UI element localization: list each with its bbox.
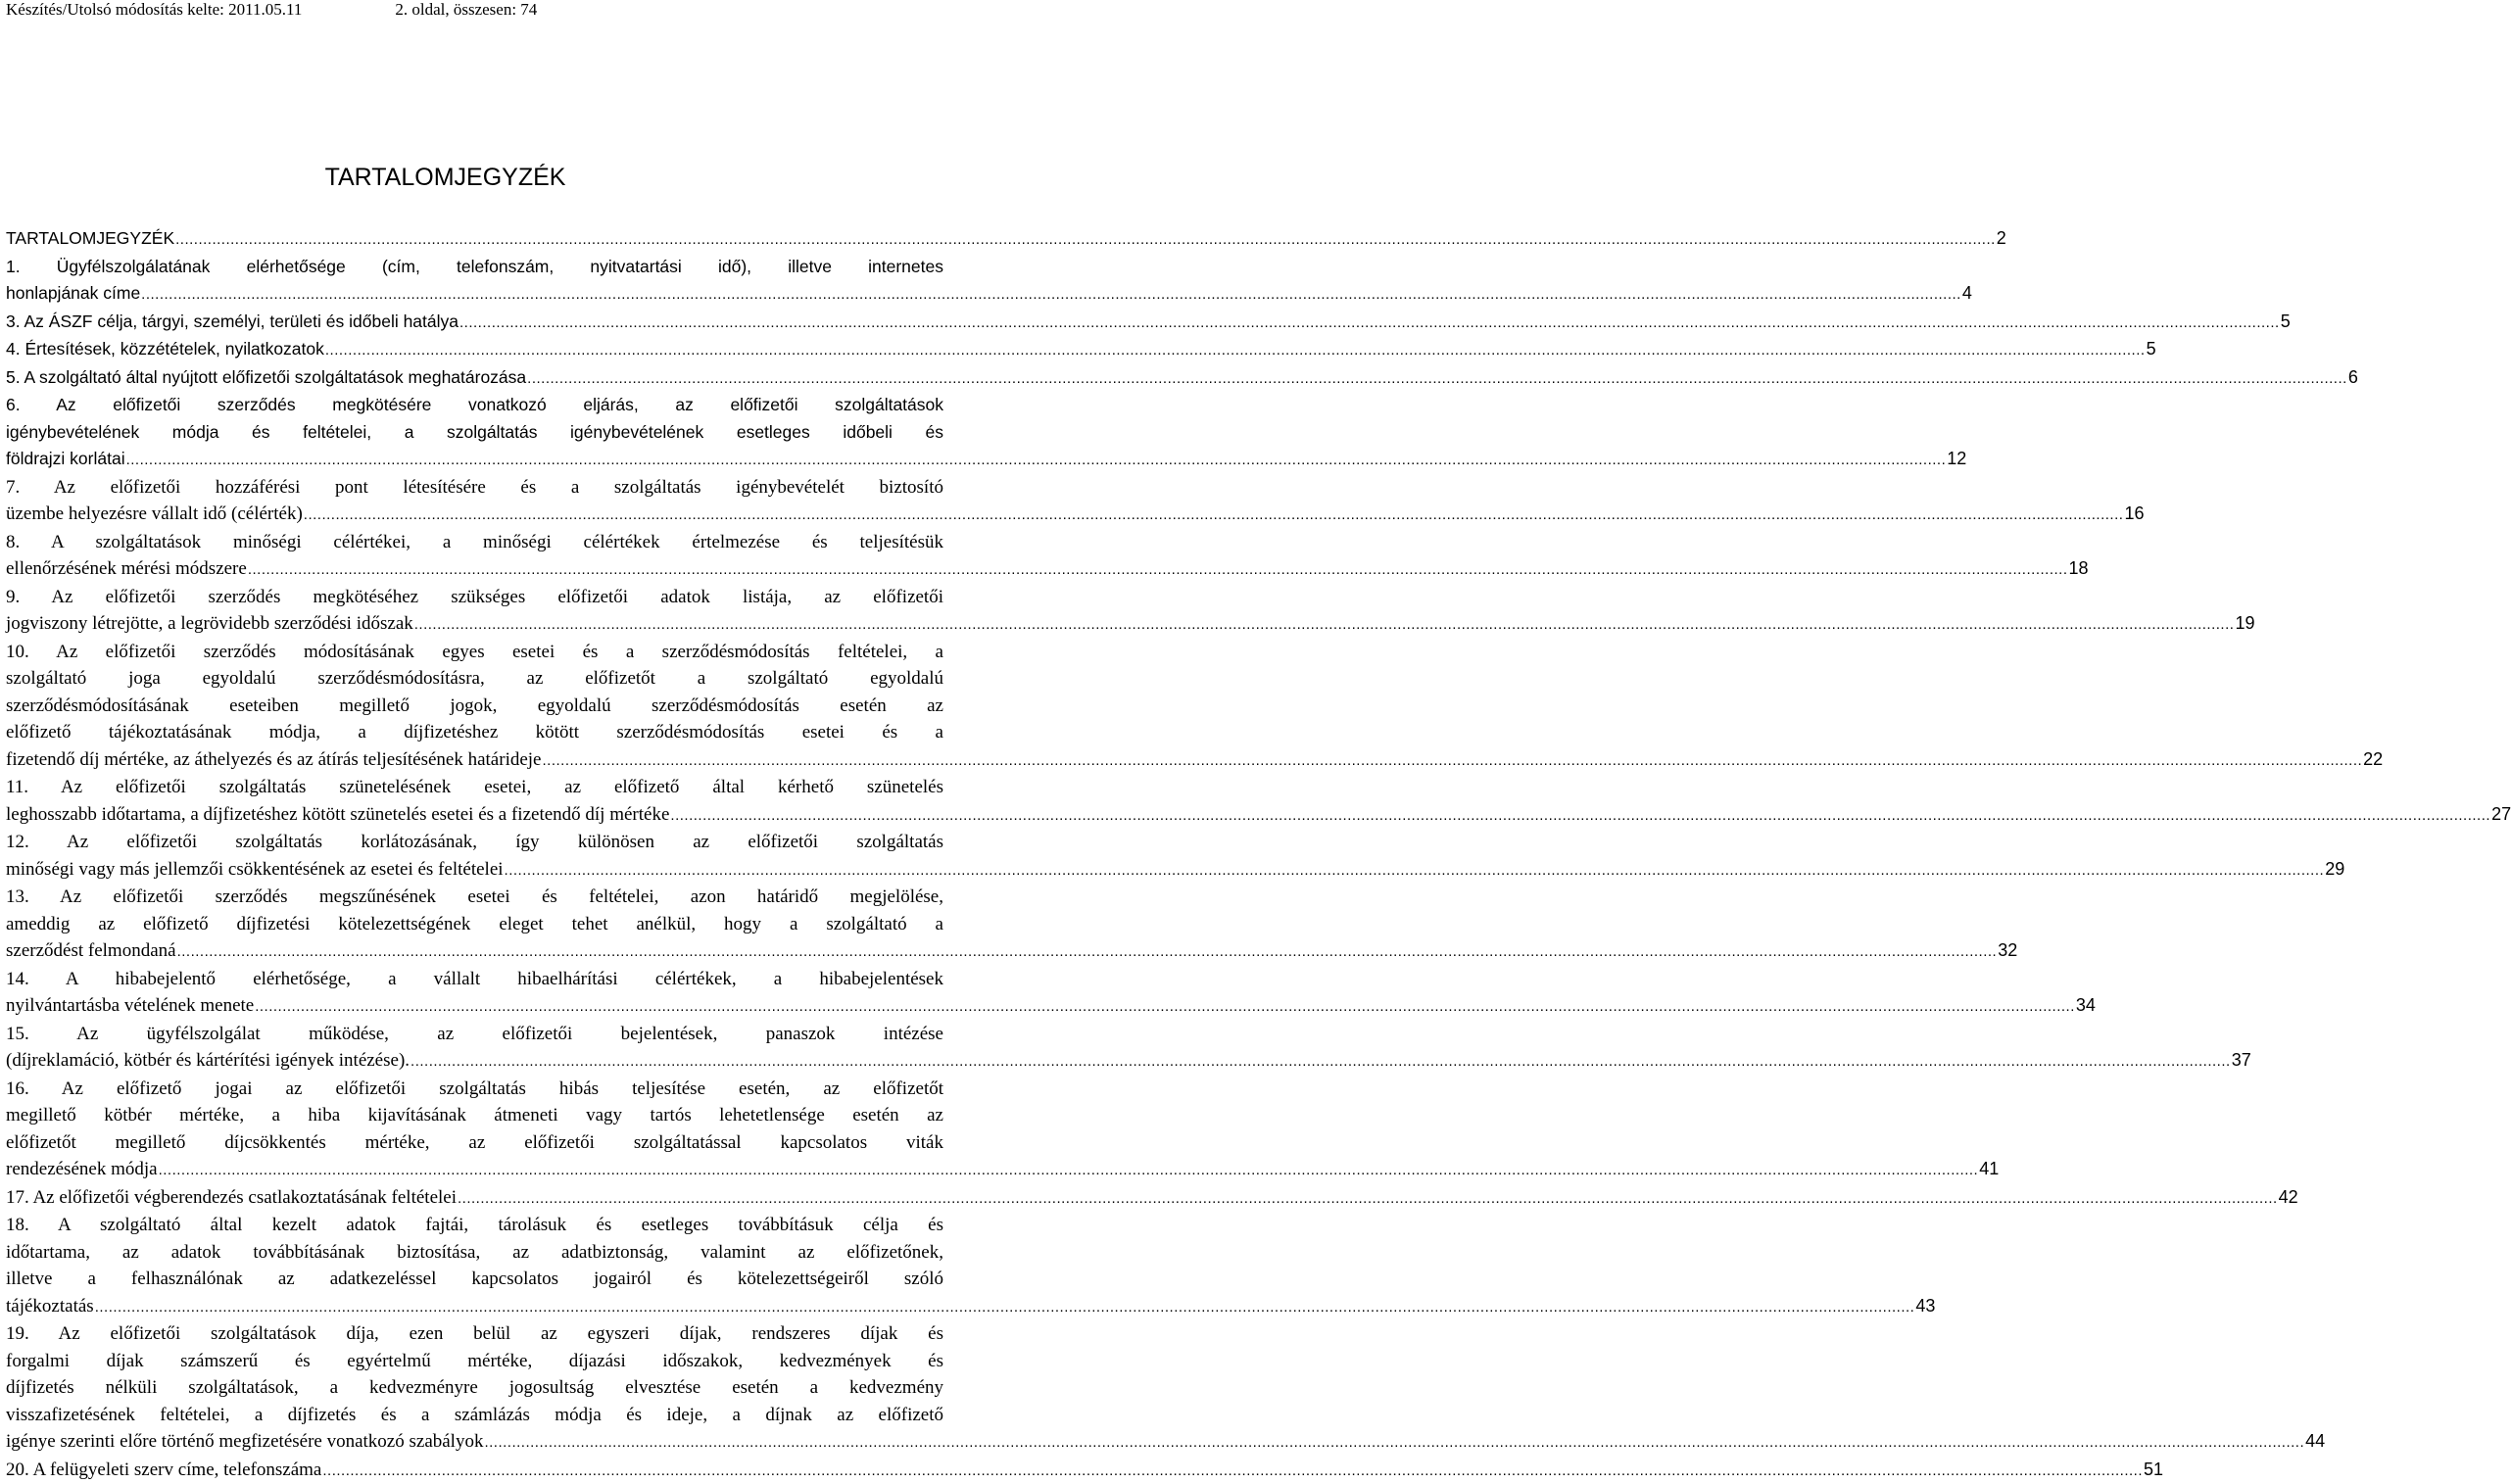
toc-page-number: 42: [2279, 1184, 2298, 1212]
dot-leader: [177, 938, 1998, 966]
toc-entry-text: igénybevételének módja és feltételei, a szolgáltatás igénybevételének esetleges időbeli és: [6, 422, 943, 442]
toc-page-number: 2: [1997, 225, 2006, 253]
dot-leader: [159, 1157, 1979, 1184]
dot-leader: [322, 1458, 2143, 1484]
toc-page-number: 12: [1947, 446, 1966, 473]
toc-entry-text: szolgáltató joga egyoldalú szerződésmódosításra, az előfizetőt a szolgáltató egyoldalú: [6, 668, 943, 689]
toc-entry[interactable]: [6, 774, 943, 829]
toc-entry-text: üzembe helyezésre vállalt idő (célérték): [6, 501, 303, 528]
dot-leader: [414, 611, 2235, 639]
toc-entry-text: 15. Az ügyfélszolgálat működése, az előfizetői bejelentések, panaszok intézése: [6, 1024, 943, 1044]
dot-leader: [248, 556, 2068, 584]
toc-entry-text: 16. Az előfizető jogai az előfizetői szolgáltatás hibás teljesítése esetén, az előfizetőt: [6, 1078, 943, 1099]
toc-entry-text: 8. A szolgáltatások minőségi célértékei, a minőségi célértékek értelmezése és teljesítésük: [6, 532, 943, 552]
toc-entry-text: jogviszony létrejötte, a legrövidebb szerződési időszak: [6, 610, 413, 638]
dot-leader: [410, 1048, 2231, 1076]
toc-entry-text: 4. Értesítések, közzétételek, nyilatkozatok: [6, 336, 324, 363]
toc-entry-text: 11. Az előfizetői szolgáltatás szünetelésének esetei, az előfizető által kérhető szünetelés: [6, 777, 943, 797]
toc-page-number: 44: [2305, 1428, 2325, 1456]
toc-entry-text: 12. Az előfizetői szolgáltatás korlátozásának, így különösen az előfizetői szolgáltatás: [6, 832, 943, 852]
toc-entry-text: honlapjának címe: [6, 280, 140, 308]
toc-entry-text: 14. A hibabejelentő elérhetősége, a vállalt hibaelhárítási célértékek, a hibabejelentések: [6, 969, 943, 989]
toc-entry[interactable]: [6, 1457, 943, 1484]
toc-page-number: 41: [1979, 1156, 1999, 1183]
toc-entry-text: visszafizetésének feltételei, a díjfizetés és a számlázás módja és ideje, a díjnak az előfizető: [6, 1405, 943, 1425]
toc-entry[interactable]: [6, 639, 943, 775]
toc-page-number: 16: [2124, 501, 2144, 528]
toc-page-number: 43: [1915, 1293, 1935, 1320]
dot-leader: [126, 447, 1947, 474]
toc-entry-text: nyilvántartásba vételének menete: [6, 992, 254, 1020]
toc-entry-text: 20. A felügyeleti szerv címe, telefonszáma: [6, 1457, 321, 1484]
dot-leader: [505, 857, 2325, 885]
toc-entry-text: előfizetőt megillető díjcsökkentés mértéke, az előfizetői szolgáltatással kapcsolatos viták: [6, 1132, 943, 1153]
page-number: 2. oldal, összesen: 74: [395, 0, 537, 19]
toc-entry-text: forgalmi díjak számszerű és egyértelmű mértéke, díjazási időszakok, kedvezmények és: [6, 1351, 943, 1371]
dot-leader: [325, 337, 2146, 364]
toc-entry-text: (díjreklamáció, kötbér és kártérítési igények intézése).: [6, 1047, 410, 1075]
dot-leader: [484, 1429, 2304, 1457]
toc-entry[interactable]: [6, 829, 943, 884]
toc-entry-text: megillető kötbér mértéke, a hiba kijavításának átmeneti vagy tartós lehetetlensége esetén az: [6, 1105, 943, 1125]
toc-entry[interactable]: [6, 1184, 943, 1213]
toc-page-number: 4: [1962, 280, 1972, 308]
toc-entry-text: előfizető tájékoztatásának módja, a díjfizetéshez kötött szerződésmódosítás esetei és a: [6, 722, 943, 742]
toc-entry-text: 1. Ügyfélszolgálatának elérhetősége (cím, telefonszám, nyitvatartási idő), illetve internetes: [6, 257, 943, 276]
toc-entry[interactable]: [6, 364, 943, 393]
toc-entry-text: 9. Az előfizetői szerződés megkötéséhez szükséges előfizetői adatok listája, az előfizetői: [6, 587, 943, 607]
toc-entry-text: szerződésmódosításának eseteiben megillető jogok, egyoldalú szerződésmódosítás esetén az: [6, 695, 943, 716]
toc-entry-text: 5. A szolgáltató által nyújtott előfizetői szolgáltatások meghatározása: [6, 364, 526, 392]
dot-leader: [459, 310, 2280, 337]
toc-entry-text: fizetendő díj mértéke, az áthelyezés és az átírás teljesítésének határideje: [6, 746, 542, 774]
toc-entry-text: tájékoztatás: [6, 1293, 94, 1320]
toc-entry-text: 18. A szolgáltató által kezelt adatok fajtái, tárolásuk és esetleges továbbításuk célja és: [6, 1215, 943, 1235]
toc-entry[interactable]: [6, 1320, 943, 1457]
toc-page-number: 32: [1998, 937, 2017, 965]
toc-entry-text: időtartama, az adatok továbbításának biztosítása, az adatbiztonság, valamint az előfizetőnek,: [6, 1242, 943, 1263]
toc-page-number: 27: [2491, 801, 2511, 829]
toc-entry[interactable]: [6, 474, 943, 529]
page-header: [6, 0, 537, 20]
toc-entry-text: igénye szerinti előre történő megfizetésére vonatkozó szabályok: [6, 1428, 483, 1456]
dot-leader: [458, 1185, 2278, 1213]
toc-entry[interactable]: [6, 1212, 943, 1320]
dot-leader: [527, 365, 2347, 393]
toc-entry-text: 19. Az előfizetői szolgáltatások díja, ezen belül az egyszeri díjak, rendszeres díjak és: [6, 1323, 943, 1344]
toc-page-number: 22: [2363, 746, 2383, 774]
toc-entry-text: díjfizetés nélküli szolgáltatások, a kedvezményre jogosultság elvesztése esetén a kedvezmény: [6, 1377, 943, 1398]
toc-page-number: 5: [2281, 309, 2291, 336]
toc-entry[interactable]: [6, 966, 943, 1021]
toc-entry[interactable]: [6, 225, 943, 254]
toc-entry-text: minőségi vagy más jellemzői csökkentésének az esetei és feltételei: [6, 856, 504, 884]
toc-page-number: 18: [2069, 555, 2089, 583]
toc-entry-text: leghosszabb időtartama, a díjfizetéshez kötött szünetelés esetei és a fizetendő díj mértéke: [6, 801, 669, 829]
table-of-contents: [6, 225, 943, 1484]
toc-entry-text: rendezésének módja: [6, 1156, 158, 1183]
toc-page-number: 6: [2348, 364, 2358, 392]
creation-date: Készítés/Utolsó módosítás kelte: 2011.05.11: [6, 0, 302, 19]
toc-entry-text: szerződést felmondaná: [6, 937, 176, 965]
toc-entry-text: 17. Az előfizetői végberendezés csatlakoztatásának feltételei: [6, 1184, 457, 1212]
toc-page-number: 34: [2076, 992, 2096, 1020]
toc-page-number: 5: [2147, 336, 2156, 363]
toc-entry-text: 7. Az előfizetői hozzáférési pont létesítésére és a szolgáltatás igénybevételét biztosító: [6, 477, 943, 498]
toc-entry-text: 13. Az előfizetői szerződés megszűnésének esetei és feltételei, azon határidő megjelölése,: [6, 886, 943, 907]
toc-page-number: 19: [2235, 610, 2254, 638]
toc-entry[interactable]: [6, 254, 943, 309]
dot-leader: [175, 226, 1996, 254]
document-page: [0, 0, 941, 1460]
toc-entry-text: 3. Az ÁSZF célja, tárgyi, személyi, területi és időbeli hatálya: [6, 309, 459, 336]
toc-page-number: 37: [2232, 1047, 2251, 1075]
toc-entry-text: illetve a felhasználónak az adatkezeléssel kapcsolatos jogairól és kötelezettségeiről szóló: [6, 1269, 943, 1289]
dot-leader: [670, 802, 2490, 830]
toc-entry[interactable]: [6, 392, 943, 474]
toc-entry[interactable]: [6, 584, 943, 639]
dot-leader: [141, 281, 1961, 309]
toc-page-number: 29: [2325, 856, 2344, 884]
toc-title: TARTALOMJEGYZÉK: [0, 163, 891, 192]
toc-entry-text: ellenőrzésének mérési módszere: [6, 555, 247, 583]
dot-leader: [304, 502, 2124, 529]
toc-entry-text: 10. Az előfizetői szerződés módosításának egyes esetei és a szerződésmódosítás feltételei, a: [6, 642, 943, 662]
toc-entry[interactable]: [6, 1021, 943, 1076]
dot-leader: [255, 993, 2075, 1021]
toc-entry[interactable]: [6, 336, 943, 364]
toc-entry-text: ameddig az előfizető díjfizetési kötelezettségének eleget tehet anélkül, hogy a szolgáltató a: [6, 914, 943, 934]
toc-entry[interactable]: [6, 529, 943, 584]
toc-entry-text: földrajzi korlátai: [6, 446, 125, 473]
toc-entry[interactable]: [6, 309, 943, 337]
dot-leader: [95, 1294, 1915, 1321]
toc-entry[interactable]: [6, 1076, 943, 1184]
dot-leader: [543, 747, 2363, 775]
toc-entry-text: TARTALOMJEGYZÉK: [6, 225, 174, 253]
toc-entry-text: 6. Az előfizetői szerződés megkötésére vonatkozó eljárás, az előfizetői szolgáltatások: [6, 395, 943, 414]
toc-entry[interactable]: [6, 884, 943, 966]
toc-page-number: 51: [2144, 1457, 2163, 1484]
